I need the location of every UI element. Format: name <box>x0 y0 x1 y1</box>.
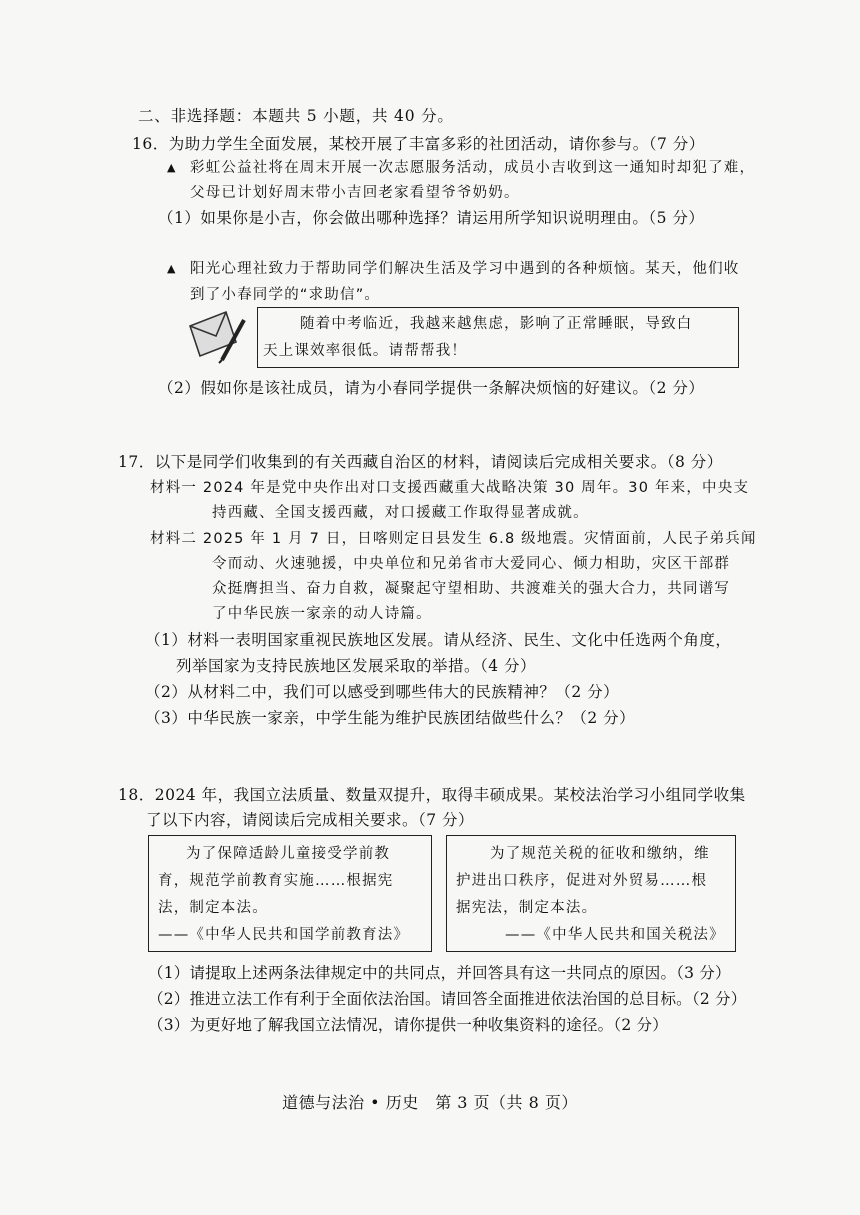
triangle-bullet-icon: ▲ <box>167 161 176 174</box>
q16-scene2-line2: 到了小春同学的“求助信”。 <box>190 287 381 303</box>
triangle-bullet-icon: ▲ <box>167 262 176 275</box>
q17-stem: 17．以下是同学们收集到的有关西藏自治区的材料，请阅读后完成相关要求。（8 分） <box>118 453 723 471</box>
envelope-pen-icon <box>186 306 250 364</box>
preschool-law-line1: 为了保障适龄儿童接受学前教 <box>186 846 391 862</box>
q18-stem-line1: 18．2024 年，我国立法质量、数量双提升，取得丰硕成果。某校法治学习小组同学收集 <box>118 786 746 804</box>
tariff-law-line3: 据宪法，制定本法。 <box>456 900 598 916</box>
preschool-law-line2: 育，规范学前教育实施……根据宪 <box>158 873 394 889</box>
q17-material2-line2: 令而动、火速驰援，中央单位和兄弟省市大爱同心、倾力相助，灾区干部群 <box>212 556 731 572</box>
preschool-law-line3: 法，制定本法。 <box>158 900 268 916</box>
q17-material1-line2: 持西藏、全国支援西藏，对口援藏工作取得显著成就。 <box>212 505 589 521</box>
q18-sub3: （3）为更好地了解我国立法情况，请你提供一种收集资料的途径。（2 分） <box>148 1016 668 1034</box>
letter-line1: 随着中考临近，我越来越焦虑，影响了正常睡眠，导致白 <box>300 316 693 332</box>
q18-stem-line2: 了以下内容，请阅读后完成相关要求。（7 分） <box>146 811 475 829</box>
q17-material2-line4: 了中华民族一家亲的动人诗篇。 <box>212 606 432 622</box>
q16-stem: 16．为助力学生全面发展，某校开展了丰富多彩的社团活动，请你参与。（7 分） <box>132 135 705 153</box>
preschool-law-source: ——《中华人民共和国学前教育法》 <box>158 927 410 943</box>
tariff-law-source: ——《中华人民共和国关税法》 <box>505 927 725 943</box>
tariff-law-line1: 为了规范关税的征收和缴纳，维 <box>490 846 710 862</box>
q17-material2-line3: 众挺膺担当、奋力自救，凝聚起守望相助、共渡难关的强大合力，共同谱写 <box>212 581 731 597</box>
q18-sub1: （1）请提取上述两条法律规定中的共同点，并回答具有这一共同点的原因。（3 分） <box>148 964 731 982</box>
q16-sub1: （1）如果你是小吉，你会做出哪种选择？请运用所学知识说明理由。（5 分） <box>158 209 705 227</box>
q16-scene1-line1: 彩虹公益社将在周末开展一次志愿服务活动，成员小吉收到这一通知时却犯了难， <box>190 160 756 176</box>
page-footer: 道德与法治 • 历史 第 3 页（共 8 页） <box>282 1093 578 1112</box>
tariff-law-line2: 护进出口秩序，促进对外贸易……根 <box>456 873 708 889</box>
q17-sub1-line2: 列举国家为支持民族地区发展采取的举措。（4 分） <box>176 657 537 675</box>
q17-material1-line1: 材料一 2024 年是党中央作出对口支援西藏重大战略决策 30 周年。30 年来，中央支 <box>150 480 750 496</box>
letter-line2: 天上课效率很低。请帮帮我！ <box>263 343 468 359</box>
section-header: 二、非选择题：本题共 5 小题，共 40 分。 <box>138 107 454 125</box>
q17-sub1-line1: （1）材料一表明国家重视民族地区发展。请从经济、民生、文化中任选两个角度， <box>145 631 732 649</box>
q17-sub3: （3）中华民族一家亲，中学生能为维护民族团结做些什么？（2 分） <box>145 709 636 727</box>
q16-scene2-line1: 阳光心理社致力于帮助同学们解决生活及学习中遇到的各种烦恼。某天，他们收 <box>190 261 740 277</box>
q17-sub2: （2）从材料二中，我们可以感受到哪些伟大的民族精神？（2 分） <box>145 683 620 701</box>
q18-sub2: （2）推进立法工作有利于全面依法治国。请回答全面推进依法治国的总目标。（2 分） <box>148 990 747 1008</box>
q17-material2-line1: 材料二 2025 年 1 月 7 日，日喀则定日县发生 6.8 级地震。灾情面前，人民子弟兵闻 <box>150 531 757 547</box>
q16-sub2: （2）假如你是该社成员，请为小春同学提供一条解决烦恼的好建议。（2 分） <box>158 379 705 397</box>
q16-scene1-line2: 父母已计划好周末带小吉回老家看望爷爷奶奶。 <box>190 185 520 201</box>
